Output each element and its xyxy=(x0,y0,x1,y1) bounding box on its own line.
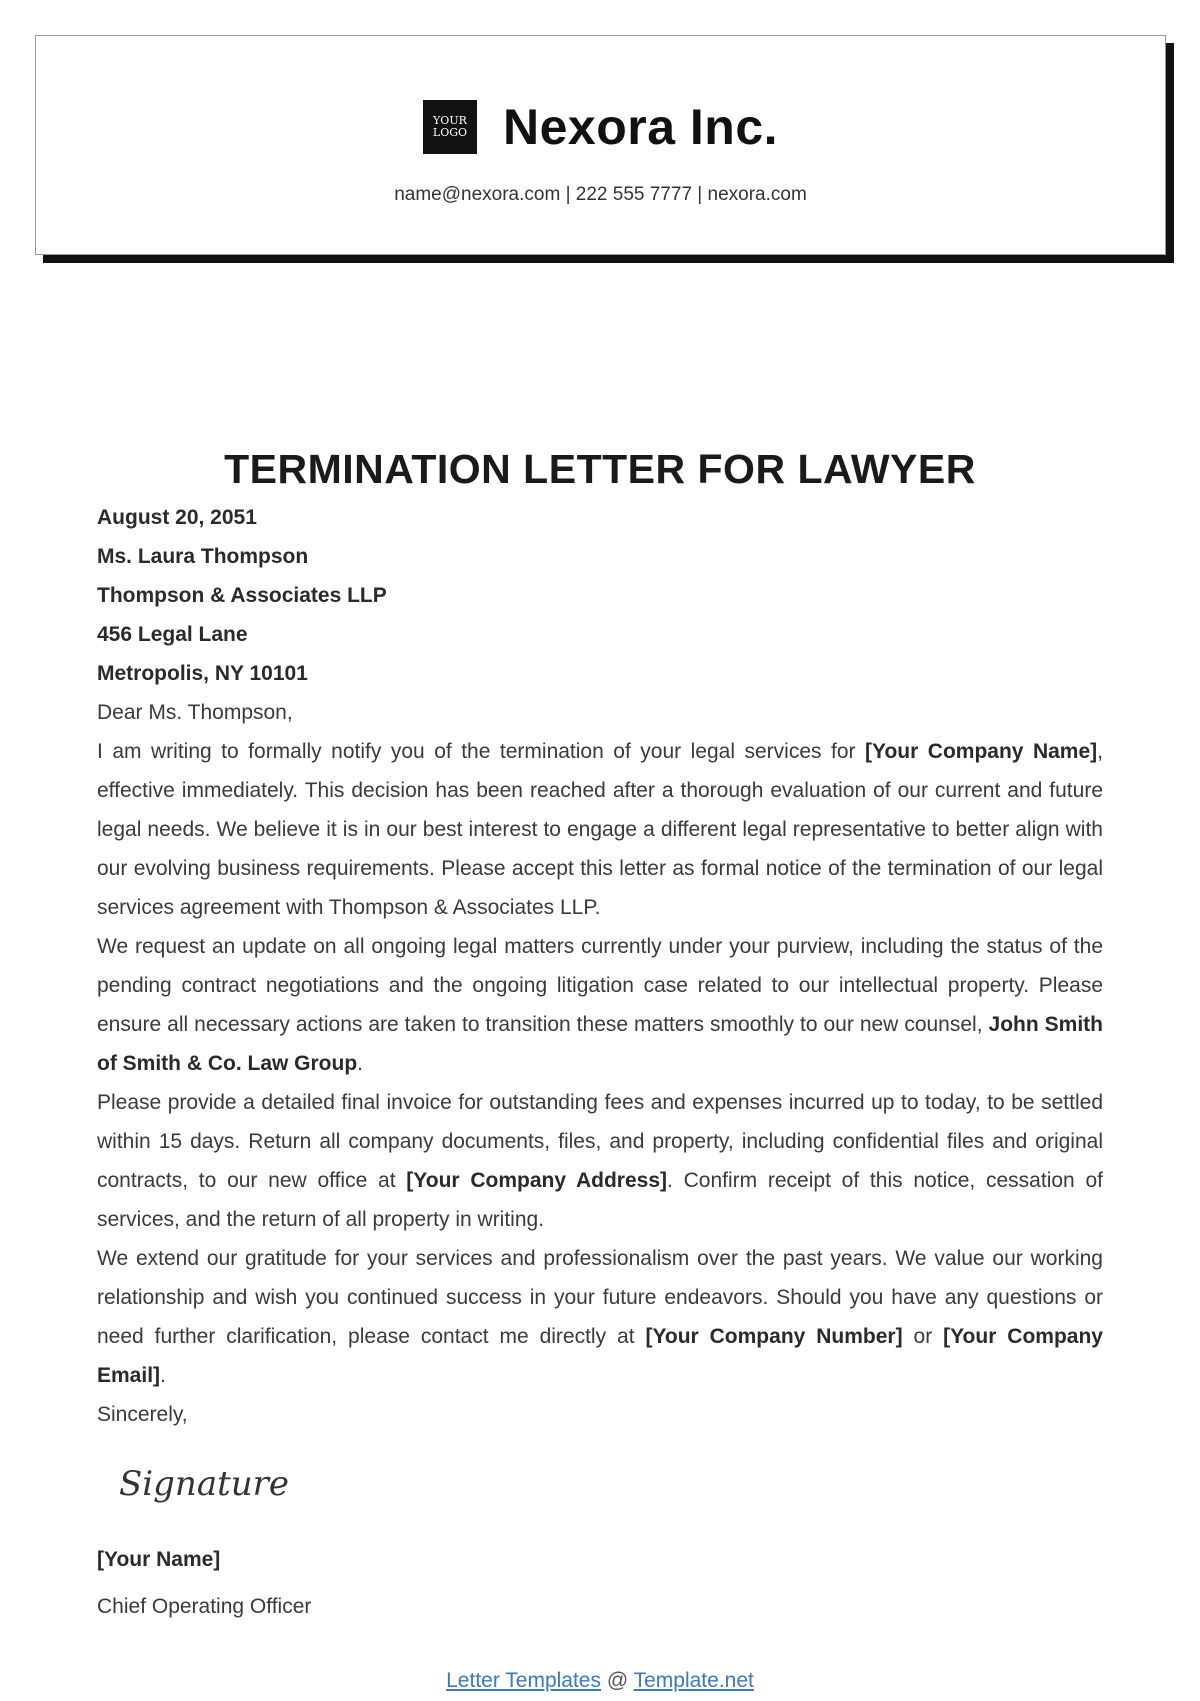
p1-text-a: I am writing to formally notify you of the termination of your legal services for xyxy=(97,740,866,763)
recipient-firm: Thompson & Associates LLP xyxy=(97,584,387,607)
paragraph-invoice xyxy=(97,1083,1103,1239)
paragraph-termination-notice xyxy=(97,732,1103,927)
letter-body xyxy=(97,498,1103,1626)
p4-text-e: . xyxy=(160,1364,166,1387)
p1-company-name: [Your Company Name] xyxy=(865,740,1098,763)
p4-company-email: [Your Company Email] xyxy=(97,1325,1103,1387)
p4-company-number: [Your Company Number] xyxy=(645,1325,903,1348)
p4-text-c: or xyxy=(902,1325,944,1348)
document-title: TERMINATION LETTER FOR LAWYER xyxy=(224,446,976,492)
p4-text-a: We extend our gratitude for your services and professionalism over the past years. We value our working relationship and wish you continued success in your future endeavors. Should you have any questions or need further clarification, please contact me directly at xyxy=(97,1247,1103,1348)
salutation: Dear Ms. Thompson, xyxy=(97,701,293,724)
brand xyxy=(36,98,1165,156)
closing: Sincerely, xyxy=(97,1403,188,1426)
p2-new-counsel: John Smith of Smith & Co. Law Group xyxy=(97,1013,1103,1075)
logo-line2: LOGO xyxy=(432,126,468,139)
recipient-street: 456 Legal Lane xyxy=(97,623,248,646)
footer-separator: @ xyxy=(601,1669,634,1692)
paragraph-transition xyxy=(97,927,1103,1083)
p1-text-c: , effective immediately. This decision has been reached after a thorough evaluation of our current and future legal needs. We believe it is in our best interest to engage a different legal representative to better align with our evolving business requirements. Please accept this letter as formal notice of the termination of our legal services agreement with Thompson & Associates LLP. xyxy=(97,740,1103,919)
p3-text-c: . Confirm receipt of this notice, cessation of services, and the return of all property in writing. xyxy=(97,1169,1103,1231)
footer xyxy=(0,1669,1200,1693)
letter-date: August 20, 2051 xyxy=(97,506,257,529)
letterhead xyxy=(35,35,1166,255)
logo-placeholder xyxy=(423,100,477,154)
p2-text-c: . xyxy=(357,1052,363,1075)
logo-line1: YOUR xyxy=(433,114,467,127)
template-net-link[interactable]: Template.net xyxy=(633,1669,754,1692)
recipient-city: Metropolis, NY 10101 xyxy=(97,662,308,685)
p3-text-a: Please provide a detailed final invoice for outstanding fees and expenses incurred up to today, to be settled within 15 days. Return all company documents, files, and property, including confidential files and original contracts, to our new office at xyxy=(97,1091,1103,1192)
recipient-name: Ms. Laura Thompson xyxy=(97,545,309,568)
letter-templates-link[interactable]: Letter Templates xyxy=(446,1669,601,1692)
paragraph-gratitude xyxy=(97,1239,1103,1395)
signature: Signature xyxy=(119,1464,290,1504)
p2-text-a: We request an update on all ongoing legal matters currently under your purview, including the status of the pending contract negotiations and the ongoing litigation case related to our intellectual property. Please ensure all necessary actions are taken to transition these matters smoothly to our new counsel, xyxy=(97,935,1103,1036)
p3-company-address: [Your Company Address] xyxy=(406,1169,668,1192)
sender-title: Chief Operating Officer xyxy=(97,1595,312,1618)
sender-name: [Your Name] xyxy=(97,1548,221,1571)
company-name: Nexora Inc. xyxy=(502,99,779,155)
company-contact: name@nexora.com | 222 555 7777 | nexora.com xyxy=(394,184,807,205)
